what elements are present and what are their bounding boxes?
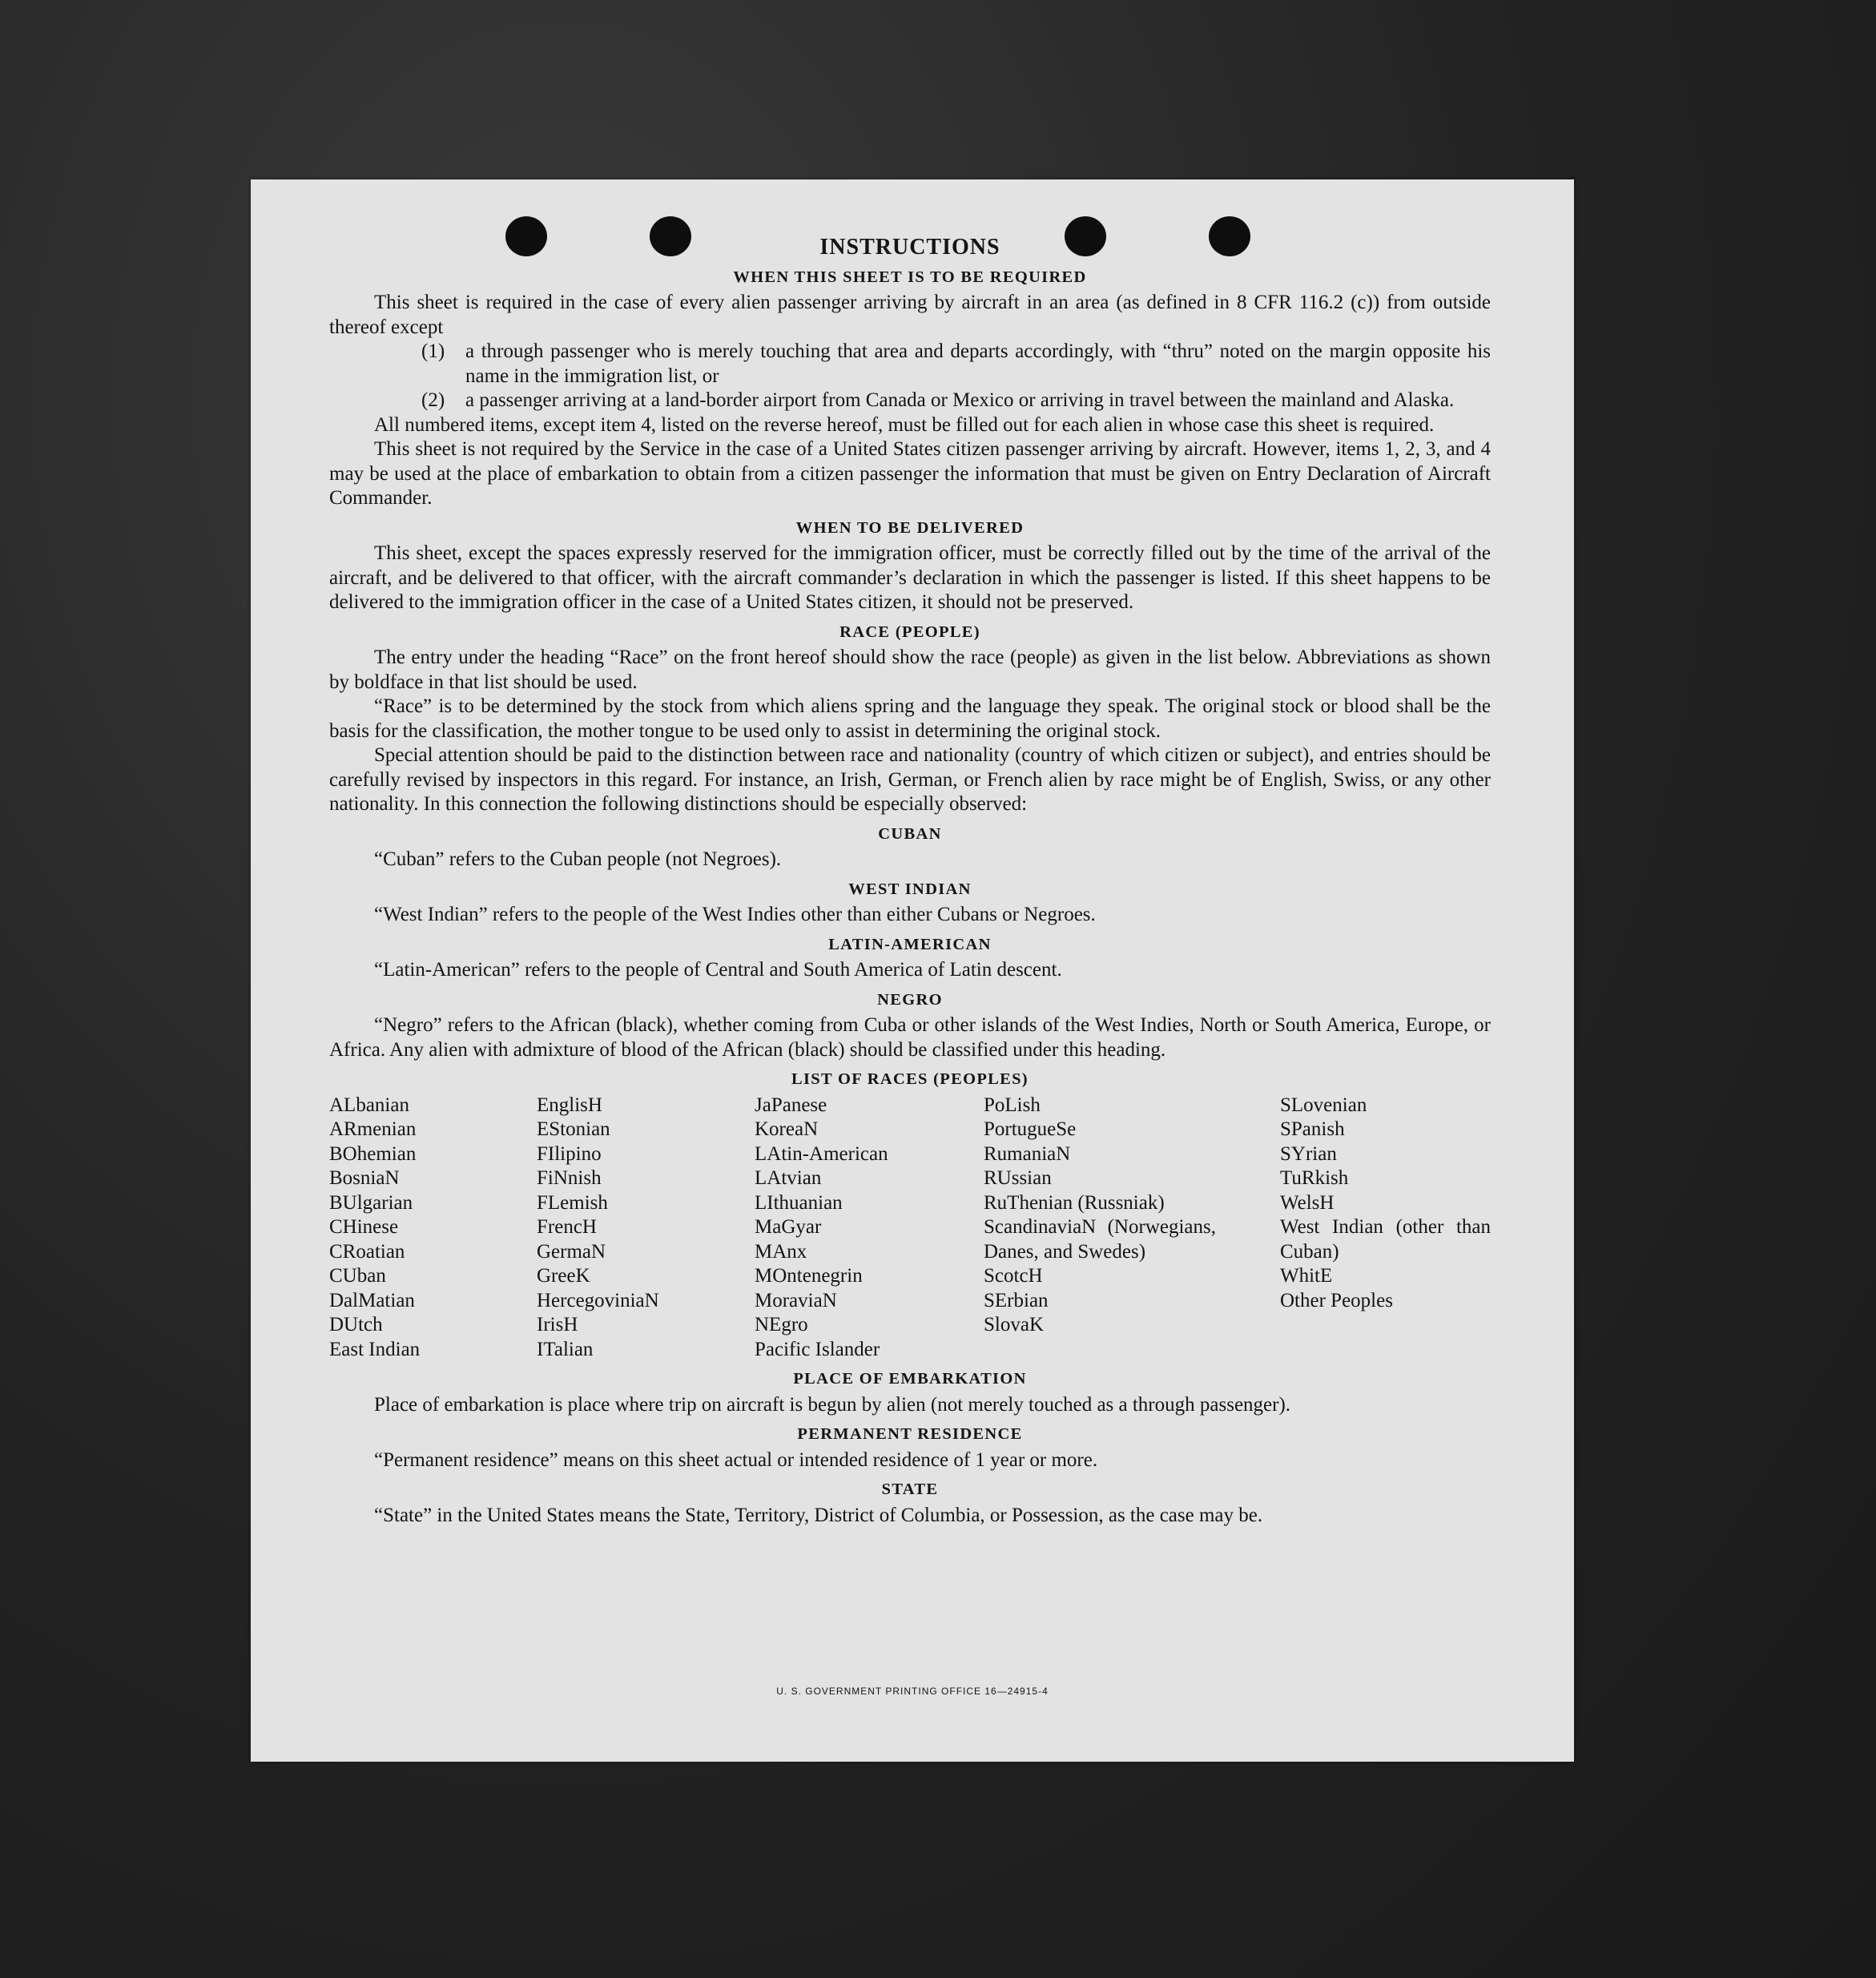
races-list	[329, 1094, 1491, 1363]
race-entry: SYrian	[1280, 1142, 1337, 1165]
race-entry: BUlgarian	[329, 1191, 413, 1214]
race-entry: ARmenian	[329, 1118, 417, 1140]
race-entry: RumaniaN	[984, 1142, 1071, 1165]
race-entry: CRoatian	[329, 1240, 405, 1263]
race-entry: WhitE	[1280, 1265, 1333, 1287]
section-heading: PLACE OF EMBARKATION	[793, 1370, 1027, 1388]
race-entry: RuThenian (Russniak)	[984, 1191, 1165, 1214]
race-entry: IrisH	[537, 1314, 578, 1335]
page-title: INSTRUCTIONS	[819, 235, 1000, 260]
paragraph: All numbered items, except item 4, listed on the reverse hereof, must be filled out for each alien in whose case this sheet is required.	[374, 413, 1435, 436]
races-column	[984, 1094, 1280, 1363]
paragraph: “Race” is to be determined by the stock from which aliens spring and the language they speak. The original stock or blood shall be the basis for the classification, the mother tongue to be used only to assist in determining the original stock.	[329, 695, 1491, 742]
paragraph: This sheet, except the spaces expressly reserved for the immigration officer, must be correctly filled out by the time of the arrival of the aircraft, and be delivered to that officer, with the aircraft commander’s declaration in which the passenger is listed. If this sheet happens to be delivered to the immigration officer in the case of a United States citizen, it should not be preserved.	[329, 542, 1491, 613]
race-entry: FrencH	[537, 1216, 597, 1238]
item-text: a passenger arriving at a land-border airport from Canada or Mexico or arriving in travel between the mainland and Alaska.	[465, 389, 1455, 411]
paragraph: This sheet is not required by the Service in the case of a United States citizen passenger arriving by aircraft. However, items 1, 2, 3, and 4 may be used at the place of embarkation to obtain from a citizen passenger the information that must be given on Entry Declaration of Aircraft Commander.	[329, 438, 1491, 509]
section-heading: WHEN THIS SHEET IS TO BE REQUIRED	[733, 268, 1087, 286]
race-entry: MOntenegrin	[755, 1265, 863, 1287]
race-entry: JaPanese	[755, 1094, 827, 1116]
race-entry: HercegoviniaN	[537, 1289, 659, 1311]
paragraph: “Permanent residence” means on this sheet actual or intended residence of 1 year or more.	[374, 1448, 1098, 1471]
paragraph: Place of embarkation is place where trip on aircraft is begun by alien (not merely touched as a through passenger).	[374, 1393, 1291, 1416]
races-column	[1280, 1094, 1491, 1363]
document-sheet	[251, 179, 1574, 1762]
section-heading: CUBAN	[878, 824, 942, 843]
instructions-body	[329, 236, 1491, 1528]
paragraph: “Latin-American” refers to the people of Central and South America of Latin descent.	[374, 959, 1062, 981]
race-entry: Pacific Islander	[755, 1338, 880, 1360]
race-entry: NEgro	[755, 1314, 808, 1335]
race-entry: CHinese	[329, 1216, 399, 1238]
race-entry: SPanish	[1280, 1118, 1345, 1140]
paragraph: “West Indian” refers to the people of the West Indies other than either Cubans or Negroes.	[374, 904, 1096, 925]
race-entry: SLovenian	[1280, 1094, 1367, 1116]
races-column	[537, 1094, 755, 1363]
section-heading: NEGRO	[877, 990, 943, 1009]
race-entry: DalMatian	[329, 1289, 415, 1311]
race-entry: ALbanian	[329, 1094, 409, 1116]
race-entry: East Indian	[329, 1338, 421, 1360]
race-entry: FiNnish	[537, 1167, 602, 1189]
paragraph: “Negro” refers to the African (black), whether coming from Cuba or other islands of the West Indies, North or South America, Europe, or Africa. Any alien with admixture of blood of the African (black) should be classified under this heading.	[329, 1014, 1491, 1061]
race-entry: WelsH	[1280, 1191, 1335, 1214]
race-entry: RUssian	[984, 1167, 1052, 1189]
race-entry: EnglisH	[537, 1094, 602, 1116]
item-number: (2)	[421, 389, 445, 411]
section-heading: STATE	[881, 1480, 939, 1498]
item-number: (1)	[421, 340, 445, 362]
race-entry: GreeK	[537, 1265, 590, 1287]
race-entry: ITalian	[537, 1338, 594, 1360]
race-entry: SErbian	[984, 1289, 1049, 1311]
section-heading: WHEN TO BE DELIVERED	[795, 518, 1025, 537]
printer-imprint: U. S. GOVERNMENT PRINTING OFFICE 16—24915-4	[776, 1686, 1049, 1697]
race-entry: Other Peoples	[1280, 1289, 1393, 1311]
race-entry: GermaN	[537, 1240, 606, 1263]
race-entry: LAtin-American	[755, 1142, 888, 1165]
section-heading: LATIN-AMERICAN	[828, 935, 992, 953]
section-heading: WEST INDIAN	[848, 880, 972, 898]
race-entry: FLemish	[537, 1191, 608, 1214]
race-entry: BosniaN	[329, 1167, 400, 1189]
race-entry: PoLish	[984, 1094, 1041, 1116]
race-entry: KoreaN	[755, 1118, 819, 1140]
paragraph: “Cuban” refers to the Cuban people (not Negroes).	[374, 848, 782, 870]
race-entry: CUban	[329, 1265, 386, 1287]
race-entry: EStonian	[537, 1118, 610, 1140]
section-heading: RACE (PEOPLE)	[839, 622, 980, 641]
paragraph: This sheet is required in the case of every alien passenger arriving by aircraft in an area (as defined in 8 CFR 116.2 (c)) from outside thereof except	[329, 292, 1491, 338]
race-entry: ScandinaviaN (Norwegians, Danes, and Swedes)	[984, 1216, 1216, 1263]
item-text: a through passenger who is merely touching that area and departs accordingly, with “thru” noted on the margin opposite his name in the immigration list, or	[465, 340, 1491, 387]
section-heading: PERMANENT RESIDENCE	[797, 1425, 1023, 1443]
race-entry: West Indian (other than Cuban)	[1280, 1216, 1491, 1263]
race-entry: LIthuanian	[755, 1191, 843, 1214]
race-entry: ScotcH	[984, 1265, 1043, 1287]
race-entry: BOhemian	[329, 1142, 417, 1165]
enumerated-item	[421, 340, 1491, 389]
race-entry: TuRkish	[1280, 1167, 1349, 1189]
race-entry: FIlipino	[537, 1142, 602, 1165]
section-heading: LIST OF RACES (PEOPLES)	[791, 1070, 1029, 1088]
enumerated-item	[421, 389, 1491, 413]
paragraph: The entry under the heading “Race” on the front hereof should show the race (people) as given in the list below. Abbreviations as shown by boldface in that list should be used.	[329, 647, 1491, 693]
race-entry: DUtch	[329, 1314, 383, 1335]
paragraph: “State” in the United States means the State, Territory, District of Columbia, or Possession, as the case may be.	[374, 1504, 1263, 1526]
paragraph: Special attention should be paid to the distinction between race and nationality (country of which citizen or subject), and entries should be carefully revised by inspectors in this regard. For instance, an Irish, German, or French alien by race might be of English, Swiss, or any other nationality. In this connection the following distinctions should be especially observed:	[329, 744, 1491, 815]
race-entry: LAtvian	[755, 1167, 822, 1189]
race-entry: PortugueSe	[984, 1118, 1077, 1140]
race-entry: MaGyar	[755, 1216, 822, 1238]
races-column	[755, 1094, 984, 1363]
race-entry: MAnx	[755, 1240, 807, 1263]
race-entry: SlovaK	[984, 1314, 1044, 1335]
race-entry: MoraviaN	[755, 1289, 837, 1311]
races-column	[329, 1094, 537, 1363]
